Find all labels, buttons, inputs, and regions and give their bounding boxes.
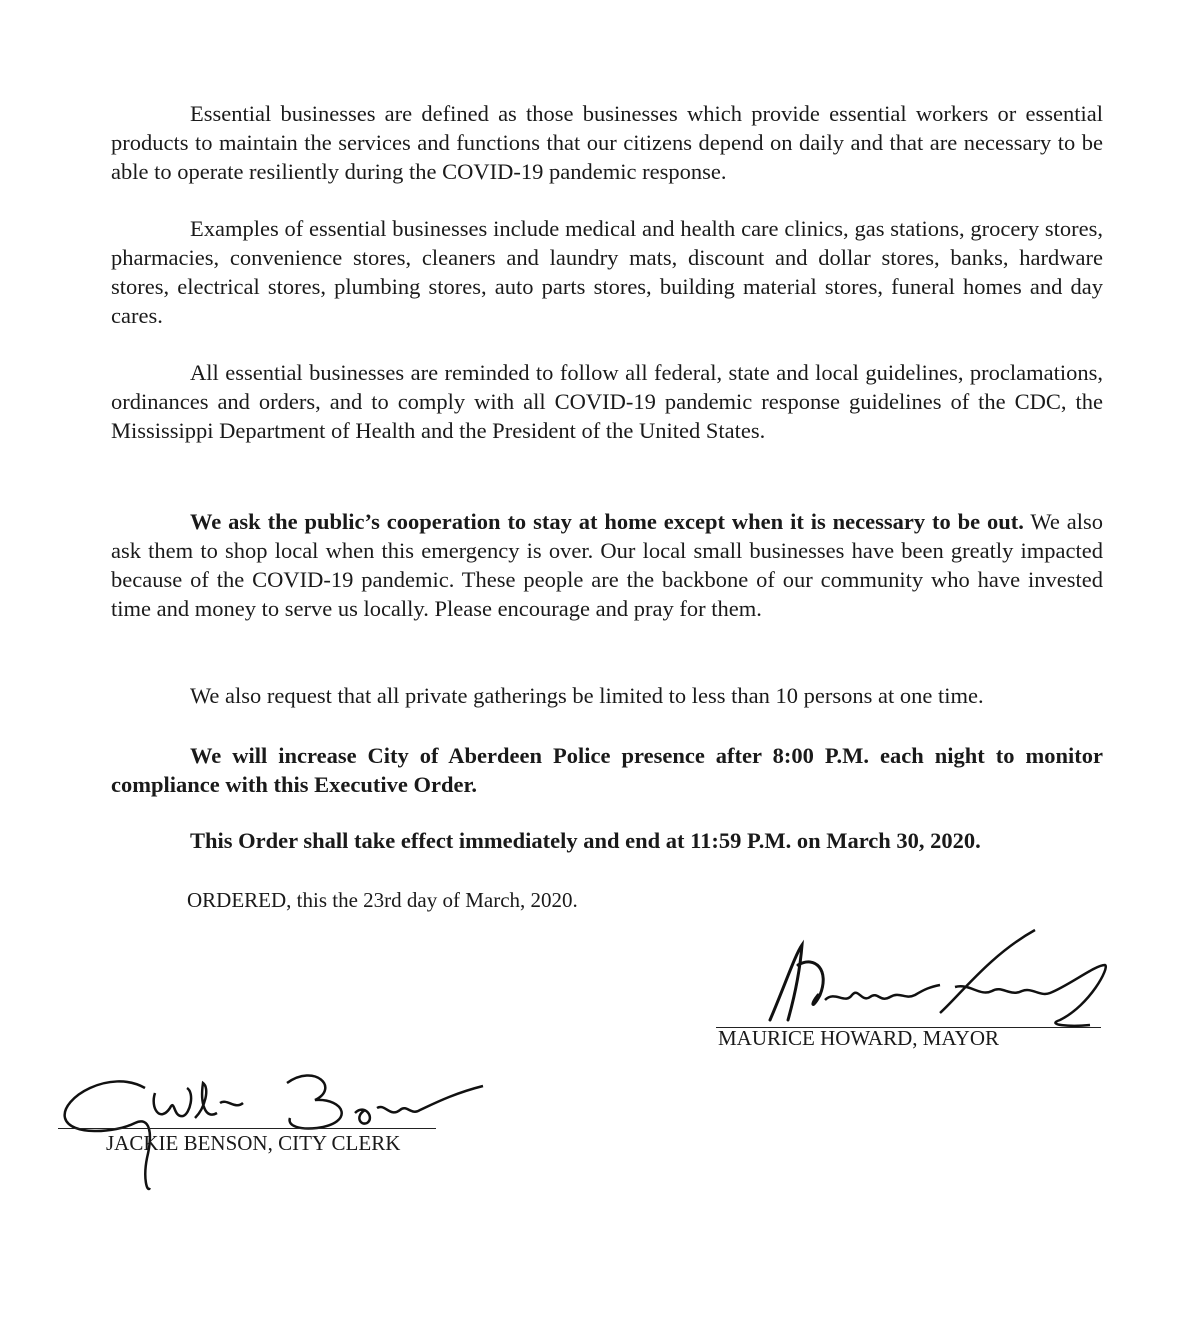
order-effect-bold-text: This Order shall take effect immediately and end at 11:59 P.M. on March 30, 2020. bbox=[190, 828, 981, 853]
cooperation-bold-text: We ask the public’s cooperation to stay at home except when it is necessary to be out. bbox=[190, 509, 1024, 534]
clerk-signature bbox=[55, 1048, 485, 1198]
clerk-signature-line bbox=[58, 1128, 436, 1129]
paragraph-guidelines-reminder: All essential businesses are reminded to follow all federal, state and local guidelines, proclamations, ordinances and orders, and to comply with all COVID-19 pandemic response guidelines of the CDC, the Mississippi Department of Health and the President of the United States. bbox=[111, 360, 1103, 443]
police-bold-text: We will increase City of Aberdeen Police presence after 8:00 P.M. each night to monitor compliance with this Executive Order. bbox=[111, 743, 1103, 797]
clerk-name-title: JACKIE BENSON, CITY CLERK bbox=[106, 1131, 401, 1155]
paragraph-police-presence bbox=[111, 741, 1103, 799]
paragraph-gatherings-limit: We also request that all private gatherings be limited to less than 10 persons at one time. bbox=[190, 683, 984, 708]
paragraph-essential-examples: Examples of essential businesses include medical and health care clinics, gas stations, grocery stores, pharmacies, convenience stores, cleaners and laundry mats, discount and dollar stores, banks, hardware stores, electrical stores, plumbing stores, auto parts stores, building material stores, funeral homes and day cares. bbox=[111, 216, 1103, 328]
cooperation-rest-text: We also ask them to shop local when this emergency is over. Our local small businesses have been greatly impacted because of the COVID-19 pandemic. These people are the backbone of our community who have invested time and money to serve us locally. Please encourage and pray for them. bbox=[111, 509, 1104, 621]
ordered-date: ORDERED, this the 23rd day of March, 2020. bbox=[187, 888, 578, 912]
mayor-name-title: MAURICE HOWARD, MAYOR bbox=[718, 1026, 999, 1050]
mayor-signature bbox=[740, 925, 1110, 1035]
paragraph-order-effect bbox=[111, 826, 1103, 855]
paragraph-public-cooperation bbox=[111, 507, 1103, 623]
paragraph-essential-definition: Essential businesses are defined as those businesses which provide essential workers or essential products to maintain the services and functions that our citizens depend on daily and that are necessary to be able to operate resiliently during the COVID-19 pandemic response. bbox=[111, 101, 1103, 184]
